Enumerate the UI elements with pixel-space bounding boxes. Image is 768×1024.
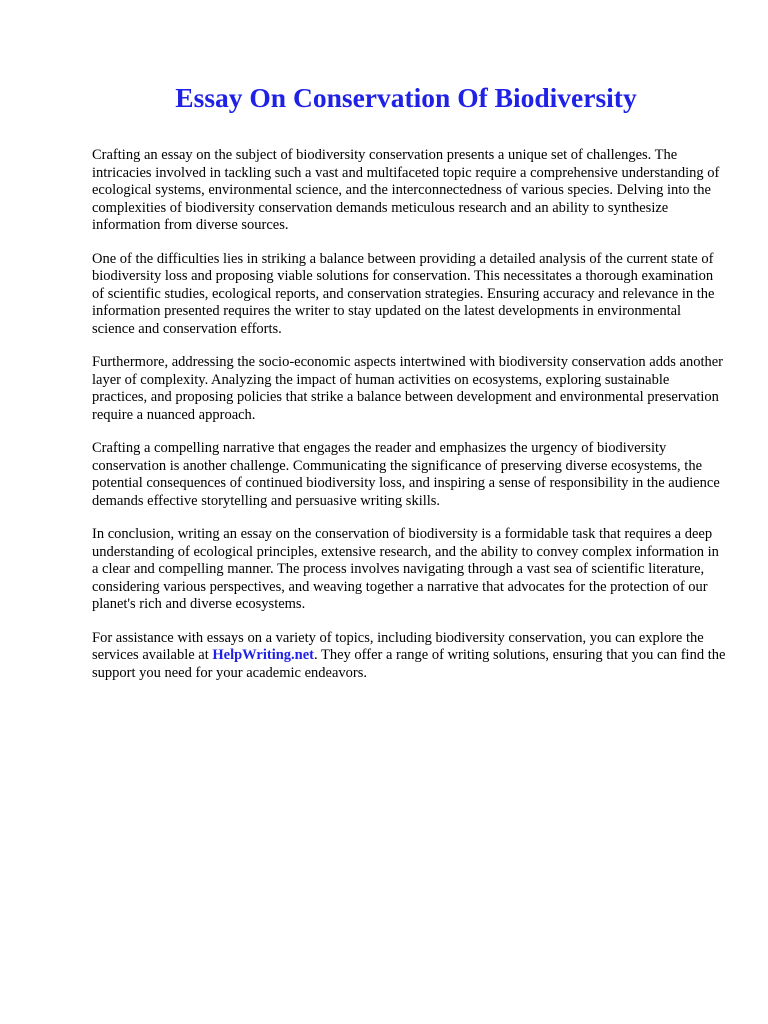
closing-text-before-link: For assistance with essays on a variety of topics, including biodiversity conservation, you can explore the services available at xyxy=(92,629,704,663)
paragraph-conclusion: In conclusion, writing an essay on the conservation of biodiversity is a formidable task that requires a deep understanding of ecological principles, extensive research, and the ability to convey complex information in a clear and compelling manner. The process involves navigating through a vast sea of scientific literature, considering various perspectives, and weaving together a narrative that advocates for the protection of our planet's rich and diverse ecosystems. xyxy=(92,526,719,612)
page-title: Essay On Conservation Of Biodiversity xyxy=(175,82,637,113)
paragraph-socio-economic: Furthermore, addressing the socio-economic aspects intertwined with biodiversity conservation adds another layer of complexity. Analyzing the impact of human activities on ecosystems, exploring sustainable practices, and proposing policies that strike a balance between development and environmental preservation require a nuanced approach. xyxy=(92,354,723,423)
essay-body xyxy=(92,147,727,698)
paragraph-difficulties: One of the difficulties lies in striking a balance between providing a detailed analysis of the current state of biodiversity loss and proposing viable solutions for conservation. This necessitates a thorough examination of scientific studies, ecological reports, and conservation strategies. Ensuring accuracy and relevance in the information presented requires the writer to stay updated on the latest developments in environmental science and conservation efforts. xyxy=(92,250,715,337)
helpwriting-link[interactable]: HelpWriting.net xyxy=(212,647,315,663)
paragraph-closing xyxy=(92,630,727,683)
paragraph-narrative: Crafting a compelling narrative that engages the reader and emphasizes the urgency of biodiversity conservation is another challenge. Communicating the significance of preserving diverse ecosystems, the potential consequences of continued biodiversity loss, and inspiring a sense of responsibility in the audience demands effective storytelling and persuasive writing skills. xyxy=(92,440,720,509)
closing-text-after-link: . They offer a range of writing solutions, ensuring that you can find the support you need for your academic endeavors. xyxy=(92,647,726,681)
paragraph-intro: Crafting an essay on the subject of biodiversity conservation presents a unique set of challenges. The intricacies involved in tackling such a vast and multifaceted topic require a comprehensive understanding of ecological systems, environmental science, and the interconnectedness of various species. Delving into the complexities of biodiversity conservation demands meticulous research and an ability to synthesize information from diverse sources. xyxy=(92,147,720,233)
